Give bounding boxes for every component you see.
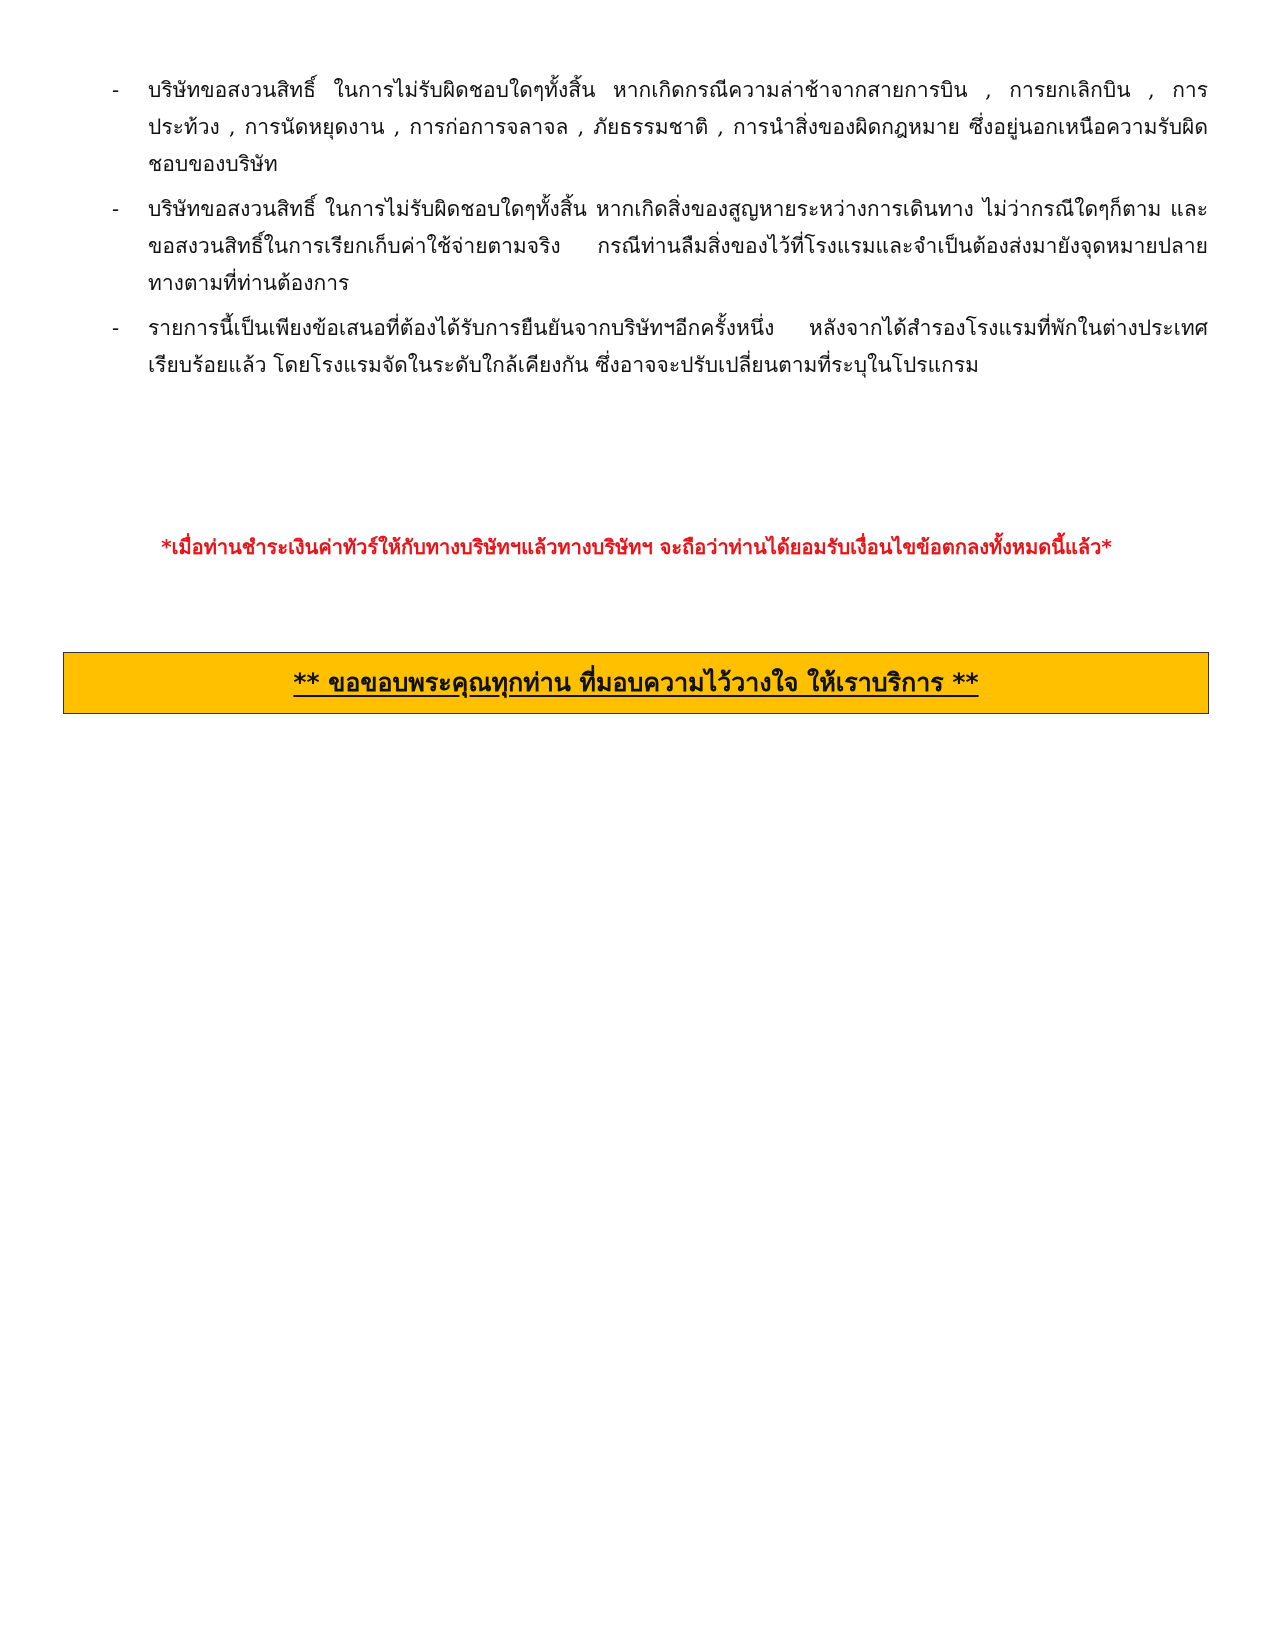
list-bullet: - — [112, 197, 120, 221]
term-text: บริษัทขอสงวนสิทธิ์ ในการไม่รับผิดชอบใดๆทั้งสิ้น หากเกิดกรณีความล่าช้าจากสายการบิน , การยกเลิกบิน , การประท้วง , การนัดหยุดงาน , การก่อการจลาจล , ภัยธรรมชาติ , การนำสิ่งของผิดกฎหมาย ซึ่งอยู่นอกเหนือความรับผิดชอบของบริษัท — [148, 78, 1208, 176]
list-item — [108, 72, 1208, 183]
list-bullet: - — [112, 78, 120, 102]
list-bullet: - — [112, 316, 120, 340]
list-item — [108, 191, 1208, 302]
terms-list — [108, 72, 1208, 392]
payment-notice: *เมื่อท่านชำระเงินค่าทัวร์ให้กับทางบริษัทฯแล้วทางบริษัทฯ จะถือว่าท่านได้ยอมรับเงื่อนไขข้อตกลงทั้งหมดนี้แล้ว* — [161, 535, 1112, 559]
thank-you-banner — [63, 652, 1209, 714]
term-text: รายการนี้เป็นเพียงข้อเสนอที่ต้องได้รับการยืนยันจากบริษัทฯอีกครั้งหนึ่ง หลังจากได้สำรองโรงแรมที่พักในต่างประเทศเรียบร้อยแล้ว โดยโรงแรมจัดในระดับใกล้เคียงกัน ซึ่งอาจจะปรับเปลี่ยนตามที่ระบุในโปรแกรม — [148, 316, 1208, 377]
list-item — [108, 310, 1208, 384]
thank-you-text: ** ขอขอบพระคุณทุกท่าน ที่มอบความไว้วางใจ ให้เราบริการ ** — [293, 668, 979, 697]
term-text: บริษัทขอสงวนสิทธิ์ ในการไม่รับผิดชอบใดๆทั้งสิ้น หากเกิดสิ่งของสูญหายระหว่างการเดินทาง ไม่ว่ากรณีใดๆก็ตาม และ ขอสงวนสิทธิ์ในการเรียกเก็บค่าใช้จ่ายตามจริง กรณีท่านลืมสิ่งของไว้ที่โรงแรมและจำเป็นต้องส่งมายังจุดหมายปลายทางตามที่ท่านต้องการ — [148, 197, 1208, 295]
